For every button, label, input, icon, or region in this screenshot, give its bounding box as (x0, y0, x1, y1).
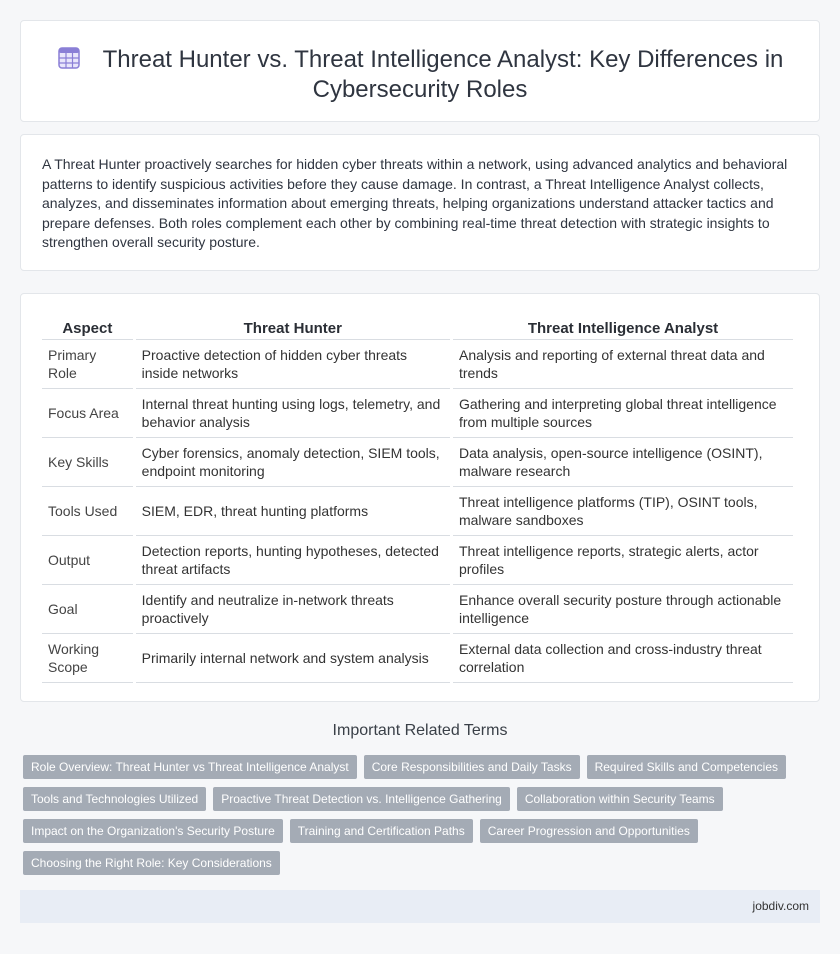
hunter-cell: SIEM, EDR, threat hunting platforms (136, 487, 450, 536)
related-terms-list (23, 755, 803, 875)
hunter-cell: Detection reports, hunting hypotheses, detected threat artifacts (136, 536, 450, 585)
hunter-cell: Identify and neutralize in-network threats proactively (136, 585, 450, 634)
related-term-tag[interactable]: Required Skills and Competencies (587, 755, 786, 779)
hunter-cell: Internal threat hunting using logs, telemetry, and behavior analysis (136, 389, 450, 438)
related-term-tag[interactable]: Choosing the Right Role: Key Considerations (23, 851, 280, 875)
related-term-tag[interactable]: Collaboration within Security Teams (517, 787, 723, 811)
header-aspect: Aspect (42, 314, 133, 340)
table-row (42, 536, 793, 585)
hunter-cell: Cyber forensics, anomaly detection, SIEM tools, endpoint monitoring (136, 438, 450, 487)
related-term-tag[interactable]: Role Overview: Threat Hunter vs Threat Intelligence Analyst (23, 755, 357, 779)
table-row (42, 634, 793, 683)
intro-paragraph: A Threat Hunter proactively searches for hidden cyber threats within a network, using advanced analytics and behavioral patterns to identify suspicious activities before they cause damage. In contrast, a Threat Intelligence Analyst collects, analyzes, and disseminates information about emerging threats, helping organizations understand attacker tactics and prepare defenses. Both roles complement each other by combining real-time threat detection with strategic insights to strengthen overall security posture. (42, 156, 788, 250)
footer-site-link[interactable]: jobdiv.com (752, 899, 809, 913)
comparison-table (39, 314, 796, 683)
analyst-cell: Gathering and interpreting global threat intelligence from multiple sources (453, 389, 793, 438)
header-card (20, 20, 820, 122)
aspect-cell: Goal (42, 585, 133, 634)
header-threat-intelligence-analyst: Threat Intelligence Analyst (453, 314, 793, 340)
footer (20, 890, 820, 923)
table-row (42, 389, 793, 438)
aspect-cell: Primary Role (42, 340, 133, 389)
related-term-tag[interactable]: Career Progression and Opportunities (480, 819, 698, 843)
analyst-cell: Threat intelligence reports, strategic alerts, actor profiles (453, 536, 793, 585)
aspect-cell: Key Skills (42, 438, 133, 487)
table-row (42, 340, 793, 389)
analyst-cell: Data analysis, open-source intelligence (OSINT), malware research (453, 438, 793, 487)
page-title (51, 45, 789, 105)
table-header-row (42, 314, 793, 340)
related-term-tag[interactable]: Core Responsibilities and Daily Tasks (364, 755, 580, 779)
related-term-tag[interactable]: Training and Certification Paths (290, 819, 473, 843)
analyst-cell: External data collection and cross-industry threat correlation (453, 634, 793, 683)
related-terms-heading: Important Related Terms (332, 722, 508, 739)
hunter-cell: Primarily internal network and system analysis (136, 634, 450, 683)
analyst-cell: Analysis and reporting of external threat data and trends (453, 340, 793, 389)
hunter-cell: Proactive detection of hidden cyber threats inside networks (136, 340, 450, 389)
intro-card (20, 134, 820, 271)
analyst-cell: Enhance overall security posture through actionable intelligence (453, 585, 793, 634)
related-term-tag[interactable]: Tools and Technologies Utilized (23, 787, 206, 811)
aspect-cell: Output (42, 536, 133, 585)
page-title-text: Threat Hunter vs. Threat Intelligence Analyst: Key Differences in Cybersecurity Roles (102, 46, 784, 103)
table-icon (57, 46, 81, 70)
aspect-cell: Focus Area (42, 389, 133, 438)
table-row (42, 487, 793, 536)
table-row (42, 585, 793, 634)
aspect-cell: Working Scope (42, 634, 133, 683)
table-row (42, 438, 793, 487)
comparison-card (20, 293, 820, 702)
related-term-tag[interactable]: Proactive Threat Detection vs. Intelligence Gathering (213, 787, 510, 811)
analyst-cell: Threat intelligence platforms (TIP), OSINT tools, malware sandboxes (453, 487, 793, 536)
related-term-tag[interactable]: Impact on the Organization's Security Posture (23, 819, 283, 843)
aspect-cell: Tools Used (42, 487, 133, 536)
header-threat-hunter: Threat Hunter (136, 314, 450, 340)
